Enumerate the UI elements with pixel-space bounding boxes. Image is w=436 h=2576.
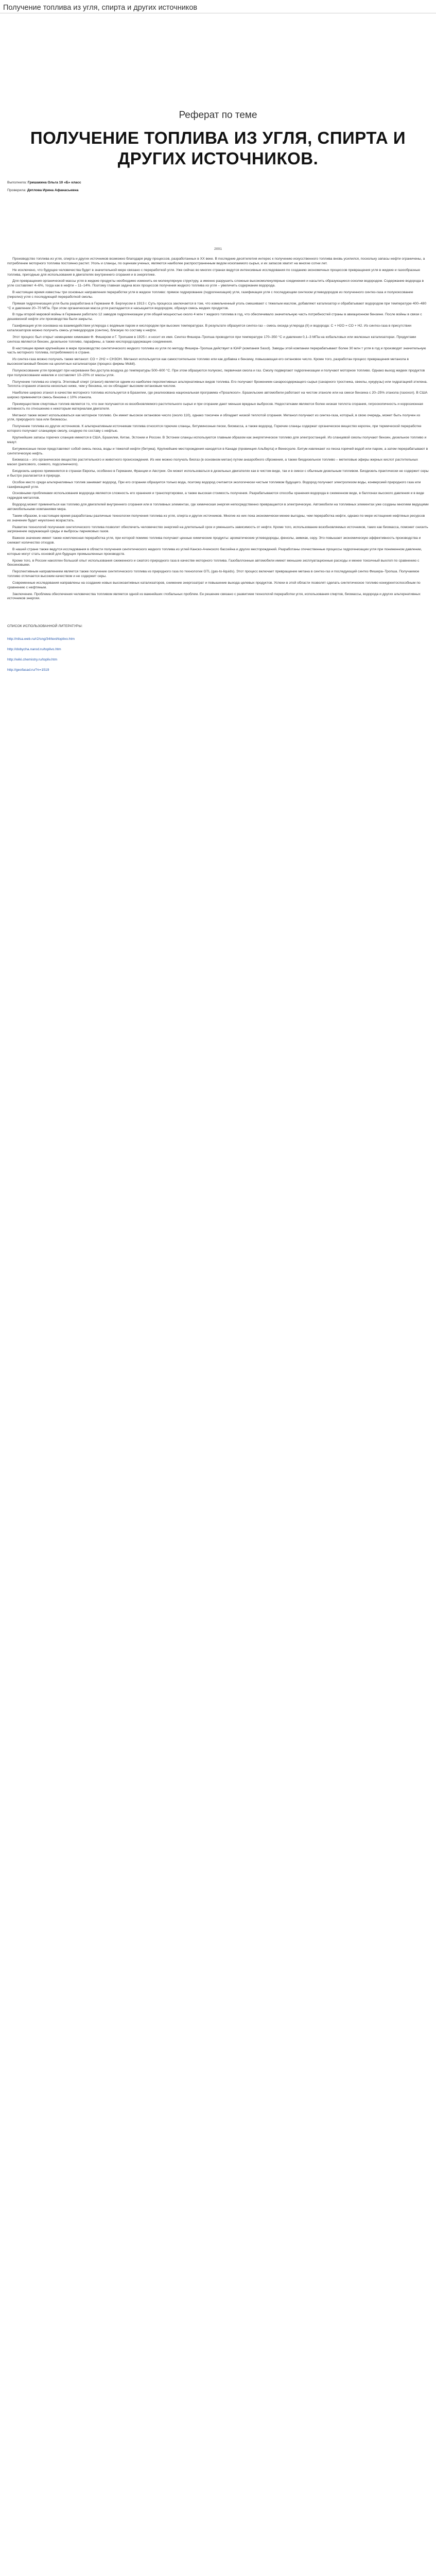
reference-link[interactable]: http://dobycha.narod.ru/toplivo.htm — [7, 648, 61, 652]
paragraph: Биомасса – это органическое вещество растительного и животного происхождения. Из нее можно получать биогаз (в основном метан) путем анаэробного сброжения, а также биодизельное топливо – метиловые эфиры жирных кислот растительных масел (рапсового, соевого, подсолнечного). — [7, 458, 418, 467]
references — [7, 624, 429, 672]
paragraph: Основными проблемами использования водорода являются сложность его хранения и транспортировки, а также высокая стоимость получения. Разрабатываются способы хранения водорода в сжиженном виде, в баллонах высокого давления и в виде гидридов металлов. — [7, 492, 424, 500]
paragraph: Производство топлива из угля, спирта и других источников возможно благодаря ряду процессов, разработанных в XX веке. В последние десятилетия интерес к получению искусственного топлива вновь усилился, поскольку запасы нефти ограничены, а потребление моторного топлива постоянно растет. Уголь и сланцы, по оценкам ученых, являются наиболее распространенным видом ископаемого сырья, и их запасов хватит на многие сотни лет. — [7, 257, 425, 265]
paragraph: Получение топлива из спирта. Этиловый спирт (этанол) является одним из наиболее перспективных альтернативных видов топлива. Его получают брожением сахаросодержащего сырья (сахарного тростника, свеклы, кукурузы) или гидратацией этилена. Теплота сгорания этанола несколько ниже, чем у бензина, но он обладает высоким октановым числом. — [7, 380, 428, 388]
author-line — [7, 180, 429, 185]
paragraph: Газификация угля основана на взаимодействии углерода с водяным паром и кислородом при высоких температурах. В результате образуется синтез-газ – смесь оксида углерода (II) и водорода: С + Н2О = СО + Н2. Из синтез-газа в присутствии катализаторов можно получить смесь углеводородов (синтин), близкую по составу к нефти. — [7, 324, 412, 332]
paragraph: Важное значение имеет также комплексная переработка угля, при которой помимо топлива получают ценные химические продукты: ароматические углеводороды, фенолы, аммиак, серу. Это повышает экономическую эффективность производства и снижает количество отходов. — [7, 536, 421, 545]
paragraph: Наиболее широко этанол в качестве моторного топлива используется в Бразилии, где реализована национальная программа «Проалкоол». Бразильские автомобили работают на чистом этаноле или на смеси бензина с 20–25% этанола (газохол). В США широко применяется смесь бензина с 10% этанола. — [7, 391, 428, 400]
paragraph: Этот процесс был открыт немецкими химиками Ф. Фишером и Г. Тропшем в 1925 г. и носит их имя. Синтез Фишера–Тропша проводится при температуре 170–350 °С и давлении 0,1–3 МПа на кобальтовых или железных катализаторах. Продуктами синтеза являются бензин, дизельное топливо, парафины, а также кислородсодержащие соединения. — [7, 335, 416, 344]
paragraph: Таким образом, в настоящее время разработаны различные технологии получения топлива из угля, спирта и других источников. Многие из них пока экономически менее выгодны, чем переработка нефти, однако по мере истощения нефтяных ресурсов их значение будет неуклонно возрастать. — [7, 514, 425, 522]
reference-link[interactable]: http://geofasad.ru/?n=1519 — [7, 668, 49, 672]
paragraph: В настоящее время крупнейшее в мире производство синтетического жидкого топлива из угля по методу Фишера–Тропша действует в ЮАР (компания Sasol). Заводы этой компании перерабатывают более 30 млн т угля в год и производят значительную часть моторного топлива, потребляемого в стране. — [7, 346, 426, 355]
paragraph: Водород может применяться как топливо для двигателей внутреннего сгорания или в топливных элементах, где химическая энергия непосредственно превращается в электрическую. Автомобили на топливных элементах уже созданы многими ведущими автомобильными компаниями мира. — [7, 503, 429, 511]
checker-name: Дятлова Ирина Афанасьевна — [27, 189, 79, 192]
paragraph: Развитие технологий получения синтетического топлива позволит обеспечить человечество энергией на длительный срок и уменьшить зависимость от нефти. Кроме того, использование возобновляемых источников, таких как биомасса, поможет снизить загрязнение окружающей среды и выбросы парниковых газов. — [7, 525, 428, 534]
page-title: Получение топлива из угля, спирта и других источников — [0, 0, 436, 13]
document-year: 2001 — [214, 247, 222, 251]
paragraph: В настоящее время известны три основных направления переработки угля в жидкое топливо: прямое гидрирование (гидрогенизация) угля, газификация угля с последующим синтезом углеводородов из полученного синтез-газа и полукоксование (пиролиз) угля с последующей переработкой смолы. — [7, 291, 413, 299]
references-title: СПИСОК ИСПОЛЬЗОВАННОЙ ЛИТЕРАТУРЫ: — [7, 624, 83, 629]
author-name: Гришакина Ольга 10 «Б» класс — [27, 181, 81, 184]
document-meta — [7, 180, 429, 193]
paragraph: Заключение. Проблема обеспечения человечества топливом является одной из важнейших глобальных проблем. Ее решение связано с развитием технологий переработки угля, использования спиртов, биомассы, водорода и других альтернативных источников энергии. — [7, 592, 421, 601]
paragraph: Крупнейшие запасы горючих сланцев имеются в США, Бразилии, Китае, Эстонии и России. В Эстонии сланцы используются главным образом как энергетическое топливо для электростанций. Из сланцевой смолы получают бензин, дизельное топливо и мазут. — [7, 436, 427, 444]
paragraph: Получение топлива из других источников. К альтернативным источникам топлива относятся горючие сланцы, битуминозные пески, биомасса, а также водород. Горючие сланцы содержат органическое вещество кероген, при термической переработке которого получают сланцевую смолу, сходную по составу с нефтью. — [7, 425, 422, 433]
paragraph: Из синтез-газа можно получать также метанол: СО + 2Н2 = СН3ОН. Метанол используется как самостоятельное топливо или как добавка к бензину, повышающая его октановое число. Кроме того, разработан процесс превращения метанола в высокооктановый бензин на цеолитных катализаторах (процесс фирмы Mobil). — [7, 358, 409, 366]
paragraph: Биодизель широко применяется в странах Европы, особенно в Германии, Франции и Австрии. Он может использоваться в дизельных двигателях как в чистом виде, так и в смеси с обычным дизельным топливом. Биодизель практически не содержит серы и быстро разлагается в природе. — [7, 469, 429, 478]
checker-line — [7, 188, 429, 193]
document — [0, 109, 436, 672]
paragraph: Особое место среди альтернативных топлив занимает водород. При его сгорании образуется только вода, поэтому водород считается экологически чистым топливом будущего. Водород получают электролизом воды, конверсией природного газа или газификацией угля. — [7, 480, 421, 489]
paragraph: Не исключено, что будущее человечества будет в значительной мере связано с переработкой угля. Уже сейчас во многих странах ведутся интенсивные исследования по созданию экономичных процессов превращения угля в жидкие и газообразные топлива, пригодные для использования в двигателях внутреннего сгорания и в энергетике. — [7, 268, 420, 277]
paragraph: Метанол также может использоваться как моторное топливо. Он имеет высокое октановое число (около 110), однако токсичен и обладает низкой теплотой сгорания. Метанол получают из синтез-газа, который, в свою очередь, может быть получен из угля, природного газа или биомассы. — [7, 413, 421, 422]
references-list — [7, 637, 429, 672]
paragraph: Полукоксование угля проводят при нагревании без доступа воздуха до температуры 500–600 °С. При этом образуются полукокс, первичная смола и газ. Смолу подвергают гидрогенизации и получают моторное топливо. Однако выход жидких продуктов при полукоксовании невелик и составляет 10–20% от массы угля. — [7, 368, 425, 377]
paragraph: Современные исследования направлены на создание новых высокоактивных катализаторов, снижение энергозатрат и повышение выхода целевых продуктов. Успехи в этой области позволят сделать синтетическое топливо конкурентоспособным по сравнению с нефтяным. — [7, 581, 421, 589]
paragraph: В годы второй мировой войны в Германии работало 12 заводов гидрогенизации угля общей мощностью около 4 млн т жидкого топлива в год, что обеспечивало значительную часть потребностей страны в авиационном бензине. После войны в связи с дешевизной нефти эти производства были закрыты. — [7, 313, 422, 321]
paragraph: Прямая гидрогенизация угля была разработана в Германии Ф. Бергиусом в 1913 г. Суть процесса заключается в том, что измельченный уголь смешивают с тяжелым маслом, добавляют катализатор и обрабатывают водородом при температуре 400–480 °С и давлении 20–70 МПа. При этом органическая масса угля распадается и насыщается водородом, образуя смесь жидких продуктов. — [7, 301, 427, 310]
author-label: Выполнила: — [7, 181, 27, 184]
paragraph: В нашей стране также ведутся исследования в области получения синтетического жидкого топлива из углей Канско-Ачинского бассейна и других месторождений. Разработаны отечественные процессы гидрогенизации угля при пониженном давлении, которые могут стать основой для будущих промышленных производств. — [7, 547, 422, 556]
document-heading: ПОЛУЧЕНИЕ ТОПЛИВА ИЗ УГЛЯ, СПИРТА И ДРУГИХ ИСТОЧНИКОВ. — [30, 128, 406, 168]
checker-label: Проверила: — [7, 189, 26, 192]
paragraph: Перспективным направлением является также получение синтетического топлива из природного газа по технологии GTL (gas-to-liquids). Этот процесс включает превращение метана в синтез-газ и последующий синтез Фишера–Тропша. Получаемое топливо отличается высоким качеством и не содержит серы. — [7, 570, 420, 579]
paragraph: Битуминозные пески представляют собой смесь песка, воды и тяжелой нефти (битума). Крупнейшие месторождения находятся в Канаде (провинция Альберта) и Венесуэле. Битум извлекают из песка горячей водой или паром, а затем перерабатывают в синтетическую нефть. — [7, 447, 428, 455]
paragraph: Для превращения органической массы угля в жидкие продукты необходимо изменить ее молекулярную структуру, а именно разрушить сложные высокомолекулярные соединения и насытить образующиеся осколки водородом. Содержание водорода в угле составляет 4–6%, тогда как в нефти – 11–14%. Поэтому главная задача всех процессов получения жидкого топлива из угля – увеличить содержание водорода. — [7, 279, 424, 288]
paragraph: Кроме того, в России накоплен большой опыт использования сжиженного и сжатого природного газа в качестве моторного топлива. Газобаллонные автомобили имеют меньшие эксплуатационные расходы и менее токсичный выхлоп по сравнению с бензиновыми. — [7, 558, 420, 567]
paragraph: Преимуществом спиртовых топлив является то, что они получаются из возобновляемого растительного сырья и при сгорании дают меньше вредных выбросов. Недостатками являются более низкая теплота сгорания, гигроскопичность и коррозионная активность по отношению к некоторым материалам двигателя. — [7, 402, 423, 411]
reference-link[interactable]: http://nilsa.web.ru/r2/sng/34/text/toplivo.htm — [7, 637, 75, 641]
reference-link[interactable]: http://wiki.chemistry.ru/topliv.htm — [7, 658, 58, 662]
body-text — [7, 257, 429, 601]
document-type: Реферат по теме — [179, 110, 257, 121]
